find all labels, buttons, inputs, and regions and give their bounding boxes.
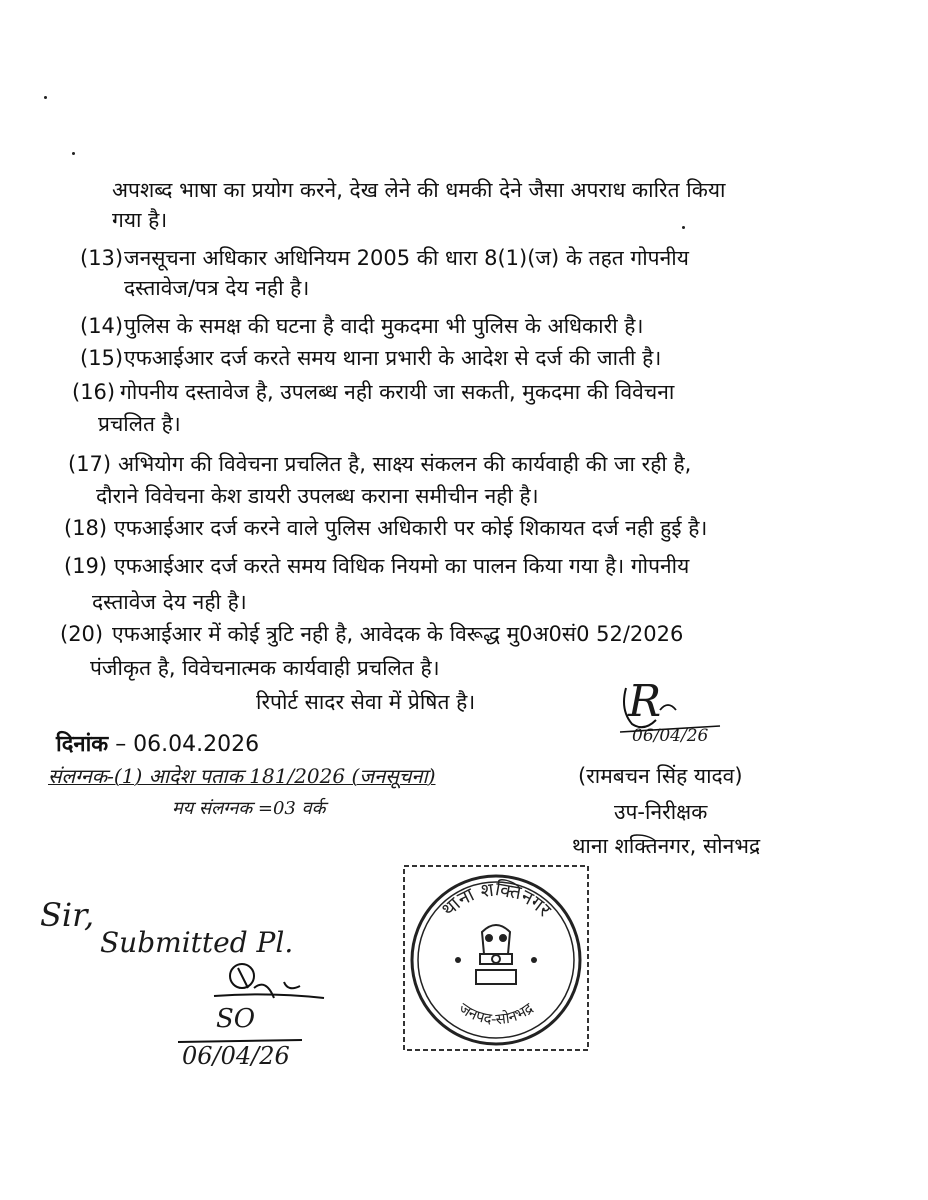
- item-text-line-1: जनसूचना अधिकार अधिनियम 2005 की धारा 8(1)(ज) के तहत गोपनीय: [124, 246, 689, 270]
- police-station-stamp: [396, 858, 596, 1058]
- item-number: (14): [80, 314, 124, 338]
- item-number: (13): [80, 246, 124, 270]
- stamp-top-text: थाना शक्तिनगर: [437, 877, 556, 921]
- signer-rank: उप-निरीक्षक: [614, 800, 708, 824]
- scan-speck: [44, 96, 47, 99]
- item-17: [68, 450, 803, 510]
- item-16: [72, 378, 802, 438]
- item-text-line-2: पंजीकृत है, विवेचनात्मक कार्यवाही प्रचलित है।: [90, 656, 440, 680]
- date-line: [56, 728, 259, 758]
- endorsement-salutation: Sir,: [40, 896, 95, 934]
- date-label: दिनांक: [56, 732, 109, 757]
- item-text-line-1: एफआईआर दर्ज करते समय थाना प्रभारी के आदेश से दर्ज की जाती है।: [124, 346, 662, 370]
- scan-speck: [72, 152, 75, 155]
- signer-station: थाना शक्तिनगर, सोनभद्र: [572, 834, 761, 858]
- enclosure-line-1: संलग्नक-(1) आदेश पताक 181/2026 (जनसूचना): [48, 764, 436, 788]
- signature-initial: R: [628, 676, 662, 727]
- date-value: – 06.04.2026: [115, 732, 260, 757]
- item-text-line-1: एफआईआर में कोई त्रुटि नही है, आवेदक के विरूद्ध मु0अ0सं0 52/2026: [112, 622, 684, 646]
- item-20: [60, 620, 805, 680]
- item-number: (15): [80, 346, 124, 370]
- item-19: [64, 552, 804, 612]
- intro-line-2: गया है।: [112, 208, 168, 232]
- item-text-line-1: अभियोग की विवेचना प्रचलित है, साक्ष्य संकलन की कार्यवाही की जा रही है,: [118, 452, 692, 476]
- item-text-line-2: दौराने विवेचना केश डायरी उपलब्ध कराना समीचीन नही है।: [96, 484, 539, 508]
- scan-speck: [682, 226, 685, 229]
- endorsement-date: 06/04/26: [182, 1042, 290, 1070]
- item-text-line-2: दस्तावेज देय नही है।: [92, 590, 247, 614]
- item-text-line-2: प्रचलित है।: [98, 412, 181, 436]
- item-text-line-2: दस्तावेज/पत्र देय नही है।: [124, 276, 310, 300]
- endorsement-text: Submitted Pl.: [100, 926, 294, 959]
- item-15: [80, 344, 800, 374]
- item-number: (16): [72, 380, 116, 404]
- item-14: [80, 312, 800, 342]
- item-text-line-1: एफआईआर दर्ज करते समय विधिक नियमो का पालन किया गया है। गोपनीय: [114, 554, 690, 578]
- enclosure-line-2: मय संलग्नक =03 वर्क: [172, 798, 326, 819]
- item-text-line-1: पुलिस के समक्ष की घटना है वादी मुकदमा भी पुलिस के अधिकारी है।: [124, 314, 644, 338]
- endorsement-role: SO: [216, 1004, 256, 1034]
- item-text-line-1: एफआईआर दर्ज करने वाले पुलिस अधिकारी पर कोई शिकायत दर्ज नही हुई है।: [114, 516, 708, 540]
- national-emblem-icon: [476, 925, 516, 984]
- item-number: (20): [60, 622, 104, 646]
- item-number: (19): [64, 554, 108, 578]
- closing-line: रिपोर्ट सादर सेवा में प्रेषित है।: [256, 690, 476, 714]
- item-text-line-1: गोपनीय दस्तावेज है, उपलब्ध नही करायी जा सकती, मुकदमा की विवेचना: [120, 380, 675, 404]
- item-13: [80, 244, 800, 304]
- stamp-bottom-text: जनपद-सोनभद्र: [455, 999, 537, 1029]
- item-number: (17): [68, 452, 112, 476]
- signer-name: (रामबचन सिंह यादव): [578, 764, 743, 788]
- intro-line-1: अपशब्द भाषा का प्रयोग करने, देख लेने की धमकी देने जैसा अपराध कारित किया: [112, 178, 726, 202]
- signature-date: 06/04/26: [632, 726, 709, 746]
- item-18: [64, 514, 804, 544]
- item-number: (18): [64, 516, 108, 540]
